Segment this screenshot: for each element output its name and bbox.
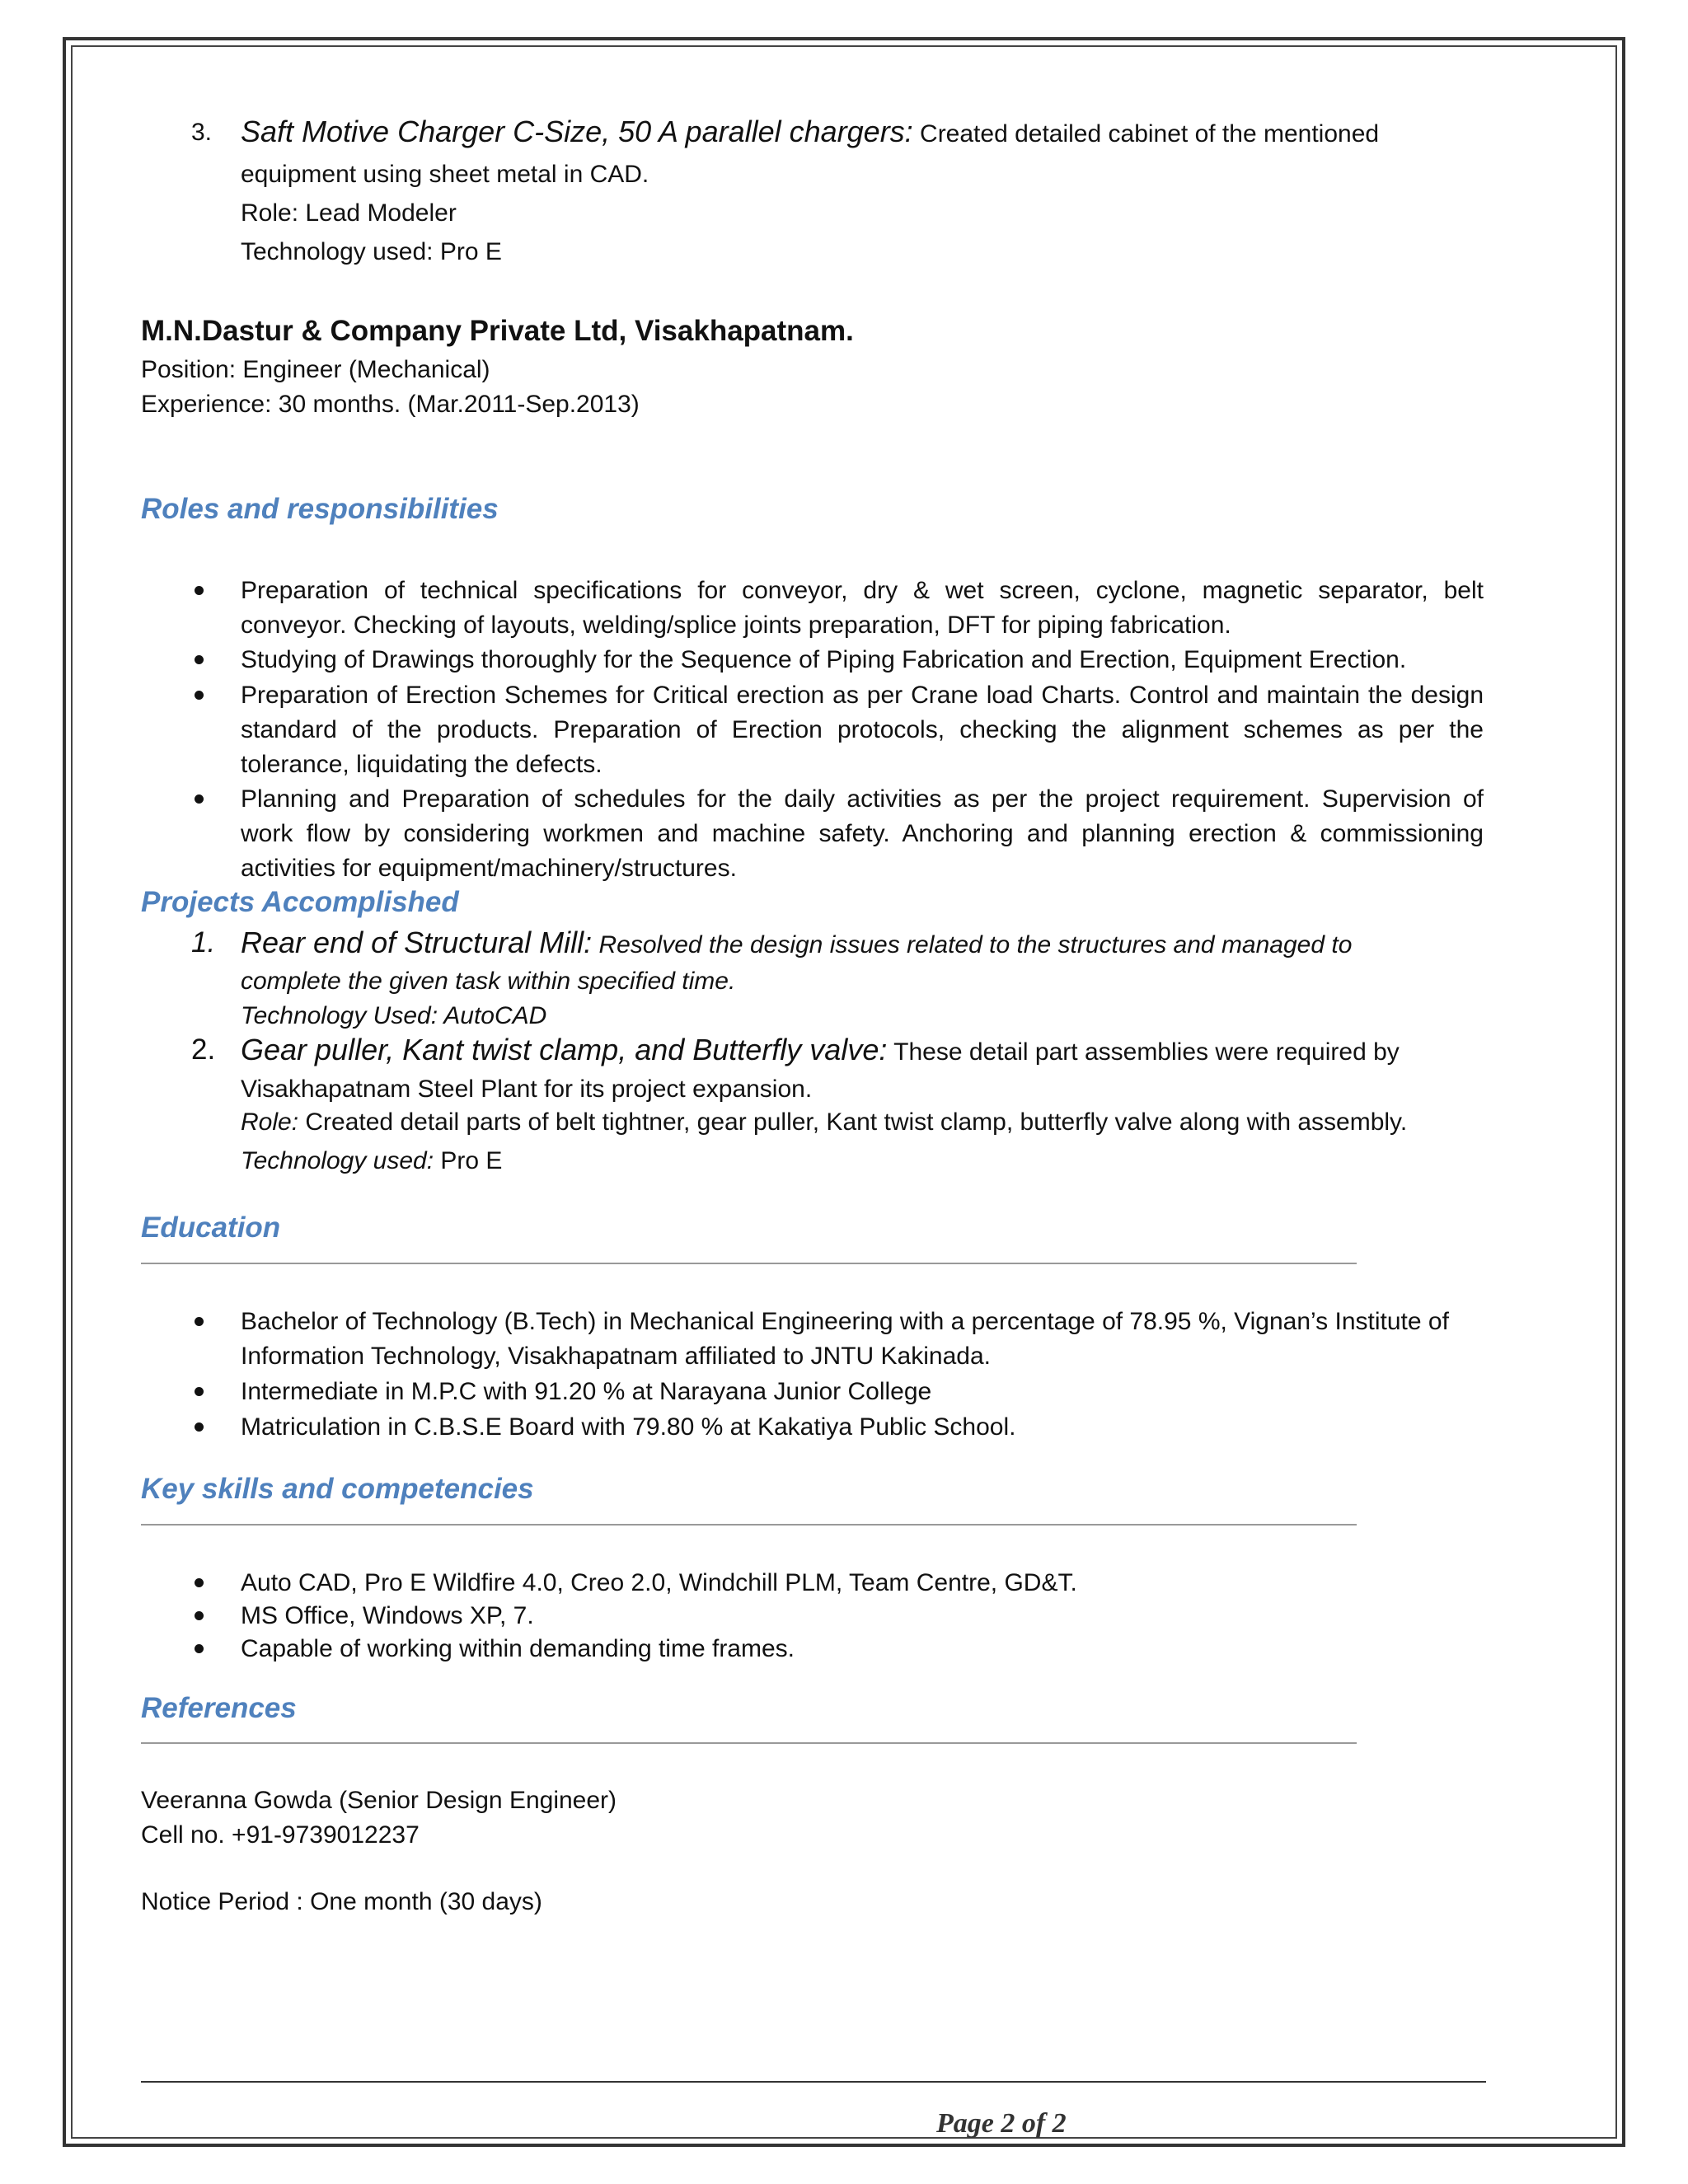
- bullet-icon: [195, 794, 204, 804]
- education-item-3: Matriculation in C.B.S.E Board with 79.80 % at Kakatiya Public School.: [241, 1413, 1016, 1441]
- project-2-role-text: Created detail parts of belt tightner, gear puller, Kant twist clamp, butterfly valve along with assembly.: [298, 1108, 1408, 1136]
- references-divider: [141, 1742, 1357, 1744]
- bullet-icon: [195, 1317, 204, 1326]
- project-2-role: [241, 1105, 1407, 1140]
- project-1-number: 1.: [191, 926, 216, 958]
- project-2-role-label: Role:: [241, 1108, 299, 1136]
- project-2-desc-cont: Visakhapatnam Steel Plant for its project expansion.: [241, 1076, 813, 1103]
- prev-project-desc: Created detailed cabinet of the mentioned: [912, 120, 1380, 148]
- education-item-1-line1: Bachelor of Technology (B.Tech) in Mechanical Engineering with a percentage of 78.95 %, Vignan’s Institute of: [241, 1308, 1449, 1335]
- roles-item-4-line2: work flow by considering workmen and machine safety. Anchoring and planning erection & commissioning: [241, 820, 1484, 847]
- project-2-title: Gear puller, Kant twist clamp, and Butterfly valve:: [241, 1033, 888, 1066]
- company-name: M.N.Dastur & Company Private Ltd, Visakhapatnam.: [141, 315, 854, 347]
- education-item-1-line2: Information Technology, Visakhapatnam affiliated to JNTU Kakinada.: [241, 1343, 991, 1370]
- project-1-tech: Technology Used: AutoCAD: [241, 1002, 547, 1029]
- skills-item-3: Capable of working within demanding time frames.: [241, 1635, 795, 1662]
- project-2-tech-label: Technology used:: [241, 1147, 434, 1174]
- prev-project-line1: [241, 114, 1379, 152]
- roles-item-2-line1: Studying of Drawings thoroughly for the Sequence of Piping Fabrication and Erection, Equipment Erection.: [241, 646, 1407, 673]
- bullet-icon: [195, 1422, 204, 1432]
- project-2-tech: [241, 1144, 502, 1179]
- project-1-line1: [241, 925, 1352, 963]
- roles-item-3-line2: standard of the products. Preparation of Erection protocols, checking the alignment schemes as per the: [241, 716, 1484, 743]
- project-2-desc: These detail part assemblies were required by: [887, 1038, 1400, 1066]
- project-2-tech-text: Pro E: [434, 1147, 503, 1174]
- roles-item-3-line1: Preparation of Erection Schemes for Critical erection as per Crane load Charts. Control and maintain the design: [241, 682, 1484, 709]
- footer-divider: [141, 2081, 1486, 2083]
- bullet-icon: [195, 655, 204, 664]
- bullet-icon: [195, 691, 204, 700]
- skills-heading: Key skills and competencies: [141, 1473, 534, 1505]
- bullet-icon: [195, 1644, 204, 1653]
- reference-name: Veeranna Gowda (Senior Design Engineer): [141, 1787, 617, 1814]
- bullet-icon: [195, 586, 204, 595]
- references-heading: References: [141, 1692, 297, 1724]
- prev-project-desc-cont: equipment using sheet metal in CAD.: [241, 161, 649, 188]
- page-number: Page 2 of 2: [936, 2108, 1067, 2139]
- skills-item-1: Auto CAD, Pro E Wildfire 4.0, Creo 2.0, Windchill PLM, Team Centre, GD&T.: [241, 1569, 1077, 1596]
- roles-item-1-line2: conveyor. Checking of layouts, welding/splice joints preparation, DFT for piping fabrication.: [241, 612, 1231, 639]
- project-2-line1: [241, 1032, 1400, 1071]
- project-1-desc: Resolved the design issues related to the structures and managed to: [592, 931, 1353, 958]
- skills-item-2: MS Office, Windows XP, 7.: [241, 1602, 534, 1629]
- reference-cell: Cell no. +91-9739012237: [141, 1821, 420, 1849]
- bullet-icon: [195, 1387, 204, 1396]
- bullet-icon: [195, 1611, 204, 1620]
- notice-period: Notice Period : One month (30 days): [141, 1888, 542, 1915]
- prev-project-tech: Technology used: Pro E: [241, 238, 502, 265]
- education-item-2: Intermediate in M.P.C with 91.20 % at Narayana Junior College: [241, 1378, 932, 1405]
- prev-project-number: 3.: [191, 119, 213, 146]
- company-experience: Experience: 30 months. (Mar.2011-Sep.2013): [141, 391, 640, 418]
- roles-item-3-line3: tolerance, liquidating the defects.: [241, 751, 603, 778]
- education-heading: Education: [141, 1212, 281, 1244]
- prev-project-role: Role: Lead Modeler: [241, 199, 457, 227]
- skills-divider: [141, 1524, 1357, 1526]
- project-1-desc-cont: complete the given task within specified time.: [241, 968, 736, 995]
- project-2-number: 2.: [191, 1033, 216, 1066]
- roles-item-1-line1: Preparation of technical specifications for conveyor, dry & wet screen, cyclone, magnetic separator, belt: [241, 577, 1484, 604]
- bullet-icon: [195, 1578, 204, 1587]
- roles-item-4-line3: activities for equipment/machinery/structures.: [241, 855, 737, 882]
- roles-heading: Roles and responsibilities: [141, 493, 499, 525]
- company-position: Position: Engineer (Mechanical): [141, 356, 490, 383]
- prev-project-title: Saft Motive Charger C-Size, 50 A parallel chargers:: [241, 115, 913, 148]
- projects-heading: Projects Accomplished: [141, 886, 459, 918]
- education-divider: [141, 1263, 1357, 1264]
- project-1-title: Rear end of Structural Mill:: [241, 926, 593, 959]
- roles-item-4-line1: Planning and Preparation of schedules for the daily activities as per the project requirement. Supervision of: [241, 785, 1484, 813]
